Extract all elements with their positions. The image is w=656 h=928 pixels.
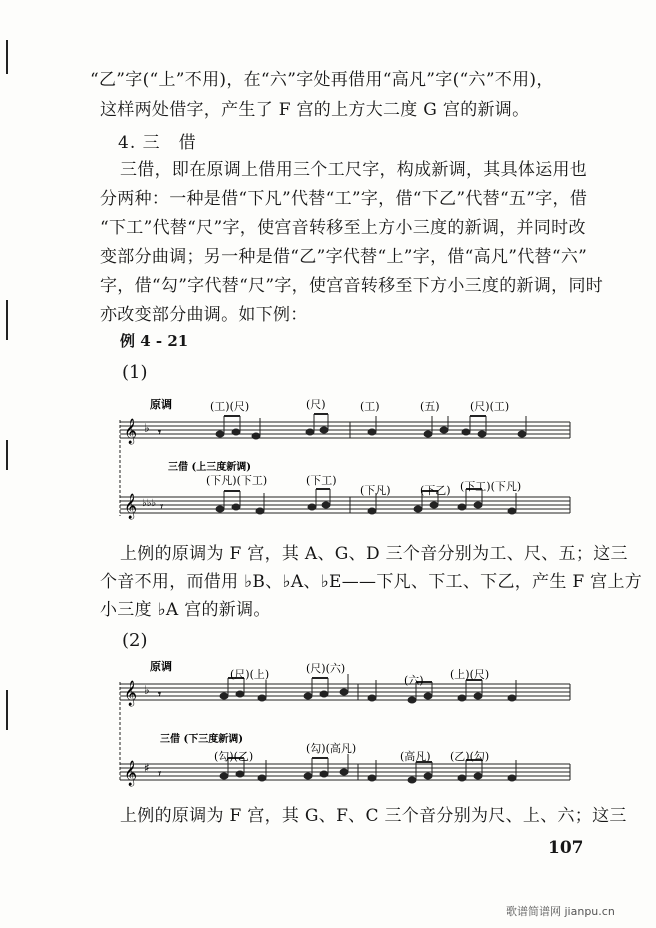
carryover-line-2: 这样两处借字，产生了 F 宫的上方大二度 G 宫的新调。 xyxy=(100,100,530,120)
paragraph-line-2: 分两种：一种是借“下凡”代替“工”字，借“下乙”代替“五”字，借 xyxy=(100,189,588,209)
gongche-mark: (高凡) xyxy=(400,750,431,763)
caption-1-line-3: 小三度 ♭A 宫的新调。 xyxy=(100,600,271,620)
gongche-mark: (工)(尺) xyxy=(210,400,250,413)
treble-clef-icon: 𝄞 xyxy=(124,494,138,519)
caption-1-line-1: 上例的原调为 F 宫，其 A、G、D 三个音分别为工、尺、五；这三 xyxy=(120,544,628,564)
gongche-mark: (下工) xyxy=(306,474,337,487)
caption-1-line-2: 个音不用，而借用 ♭B、♭A、♭E——下凡、下工、下乙，产生 F 宫上方 xyxy=(100,572,643,592)
time-signature-icon: 𝄾 xyxy=(158,688,161,701)
example-label: 例 4 - 21 xyxy=(120,332,189,350)
flat-icon: ♭ xyxy=(144,421,150,435)
score-2-svg xyxy=(110,656,580,796)
staff-name: 原调 xyxy=(150,398,172,411)
gongche-mark: (下乙) xyxy=(420,484,451,497)
site-watermark: 歌谱简谱网 jianpu.cn xyxy=(506,905,615,918)
staff-name: 三借 (下三度新调) xyxy=(160,734,243,745)
example-part-1-label: (1) xyxy=(122,362,148,383)
sharp-icon: ♯ xyxy=(144,761,150,775)
paragraph-line-1: 三借，即在原调上借用三个工尺字，构成新调，其具体运用也 xyxy=(120,160,588,180)
gongche-mark: (下工)(下凡) xyxy=(460,480,522,493)
flat-icon: ♭ xyxy=(144,683,150,697)
staff-name: 三借 (上三度新调) xyxy=(168,462,251,473)
staff-name: 原调 xyxy=(150,660,172,673)
page-edge-mark xyxy=(6,40,8,74)
gongche-mark: (下凡) xyxy=(360,484,391,497)
gongche-mark: (乙)(勾) xyxy=(450,750,490,763)
gongche-mark: (上)(尺) xyxy=(450,668,490,681)
time-signature-icon: 𝄾 xyxy=(158,426,161,439)
page-edge-mark xyxy=(6,300,8,340)
gongche-mark: (下凡)(下工) xyxy=(206,474,268,487)
page-edge-mark xyxy=(6,440,8,470)
gongche-mark: (六) xyxy=(404,674,424,687)
gongche-mark: (工) xyxy=(360,400,380,413)
treble-clef-icon: 𝄞 xyxy=(124,419,138,444)
gongche-mark: (尺)(上) xyxy=(230,668,270,681)
gongche-mark: (尺)(工) xyxy=(470,400,510,413)
gongche-mark: (尺) xyxy=(306,398,326,411)
gongche-mark: (勾)(乙) xyxy=(214,750,254,763)
music-score-2 xyxy=(110,656,580,796)
score-1-notes xyxy=(216,414,526,514)
treble-clef-icon: 𝄞 xyxy=(124,681,138,706)
paragraph-line-3: “下工”代替“尺”字，使宫音转移至上方小三度的新调，并同时改 xyxy=(100,218,586,238)
caption-2-line-1: 上例的原调为 F 宫，其 G、F、C 三个音分别为尺、上、六；这三 xyxy=(120,806,627,826)
page-number: 107 xyxy=(548,838,584,858)
carryover-line-1: “乙”字(“上”不用)，在“六”字处再借用“高凡”字(“六”不用)， xyxy=(90,70,554,90)
flat-icon: ♭♭♭ xyxy=(142,498,157,509)
time-signature-icon: 𝄾 xyxy=(160,500,163,513)
paragraph-line-4: 变部分曲调；另一种是借“乙”字代替“上”字，借“高凡”代替“六” xyxy=(100,247,588,267)
score-1-svg xyxy=(110,394,580,534)
treble-clef-icon: 𝄞 xyxy=(124,761,138,786)
paragraph-line-6: 亦改变部分曲调。如下例： xyxy=(100,305,308,325)
music-score-1 xyxy=(110,394,580,534)
time-signature-icon: 𝄾 xyxy=(158,767,161,780)
example-part-2-label: (2) xyxy=(122,630,148,651)
paragraph-line-5: 字，借“勾”字代替“尺”字，使宫音转移至下方小三度的新调，同时 xyxy=(100,276,604,296)
score-2-notes xyxy=(220,674,516,783)
section-heading: 4. 三 借 xyxy=(118,133,197,153)
gongche-mark: (尺)(六) xyxy=(306,662,346,675)
gongche-mark: (勾)(高凡) xyxy=(306,742,357,755)
gongche-mark: (五) xyxy=(420,400,440,413)
page-edge-mark xyxy=(6,690,8,730)
